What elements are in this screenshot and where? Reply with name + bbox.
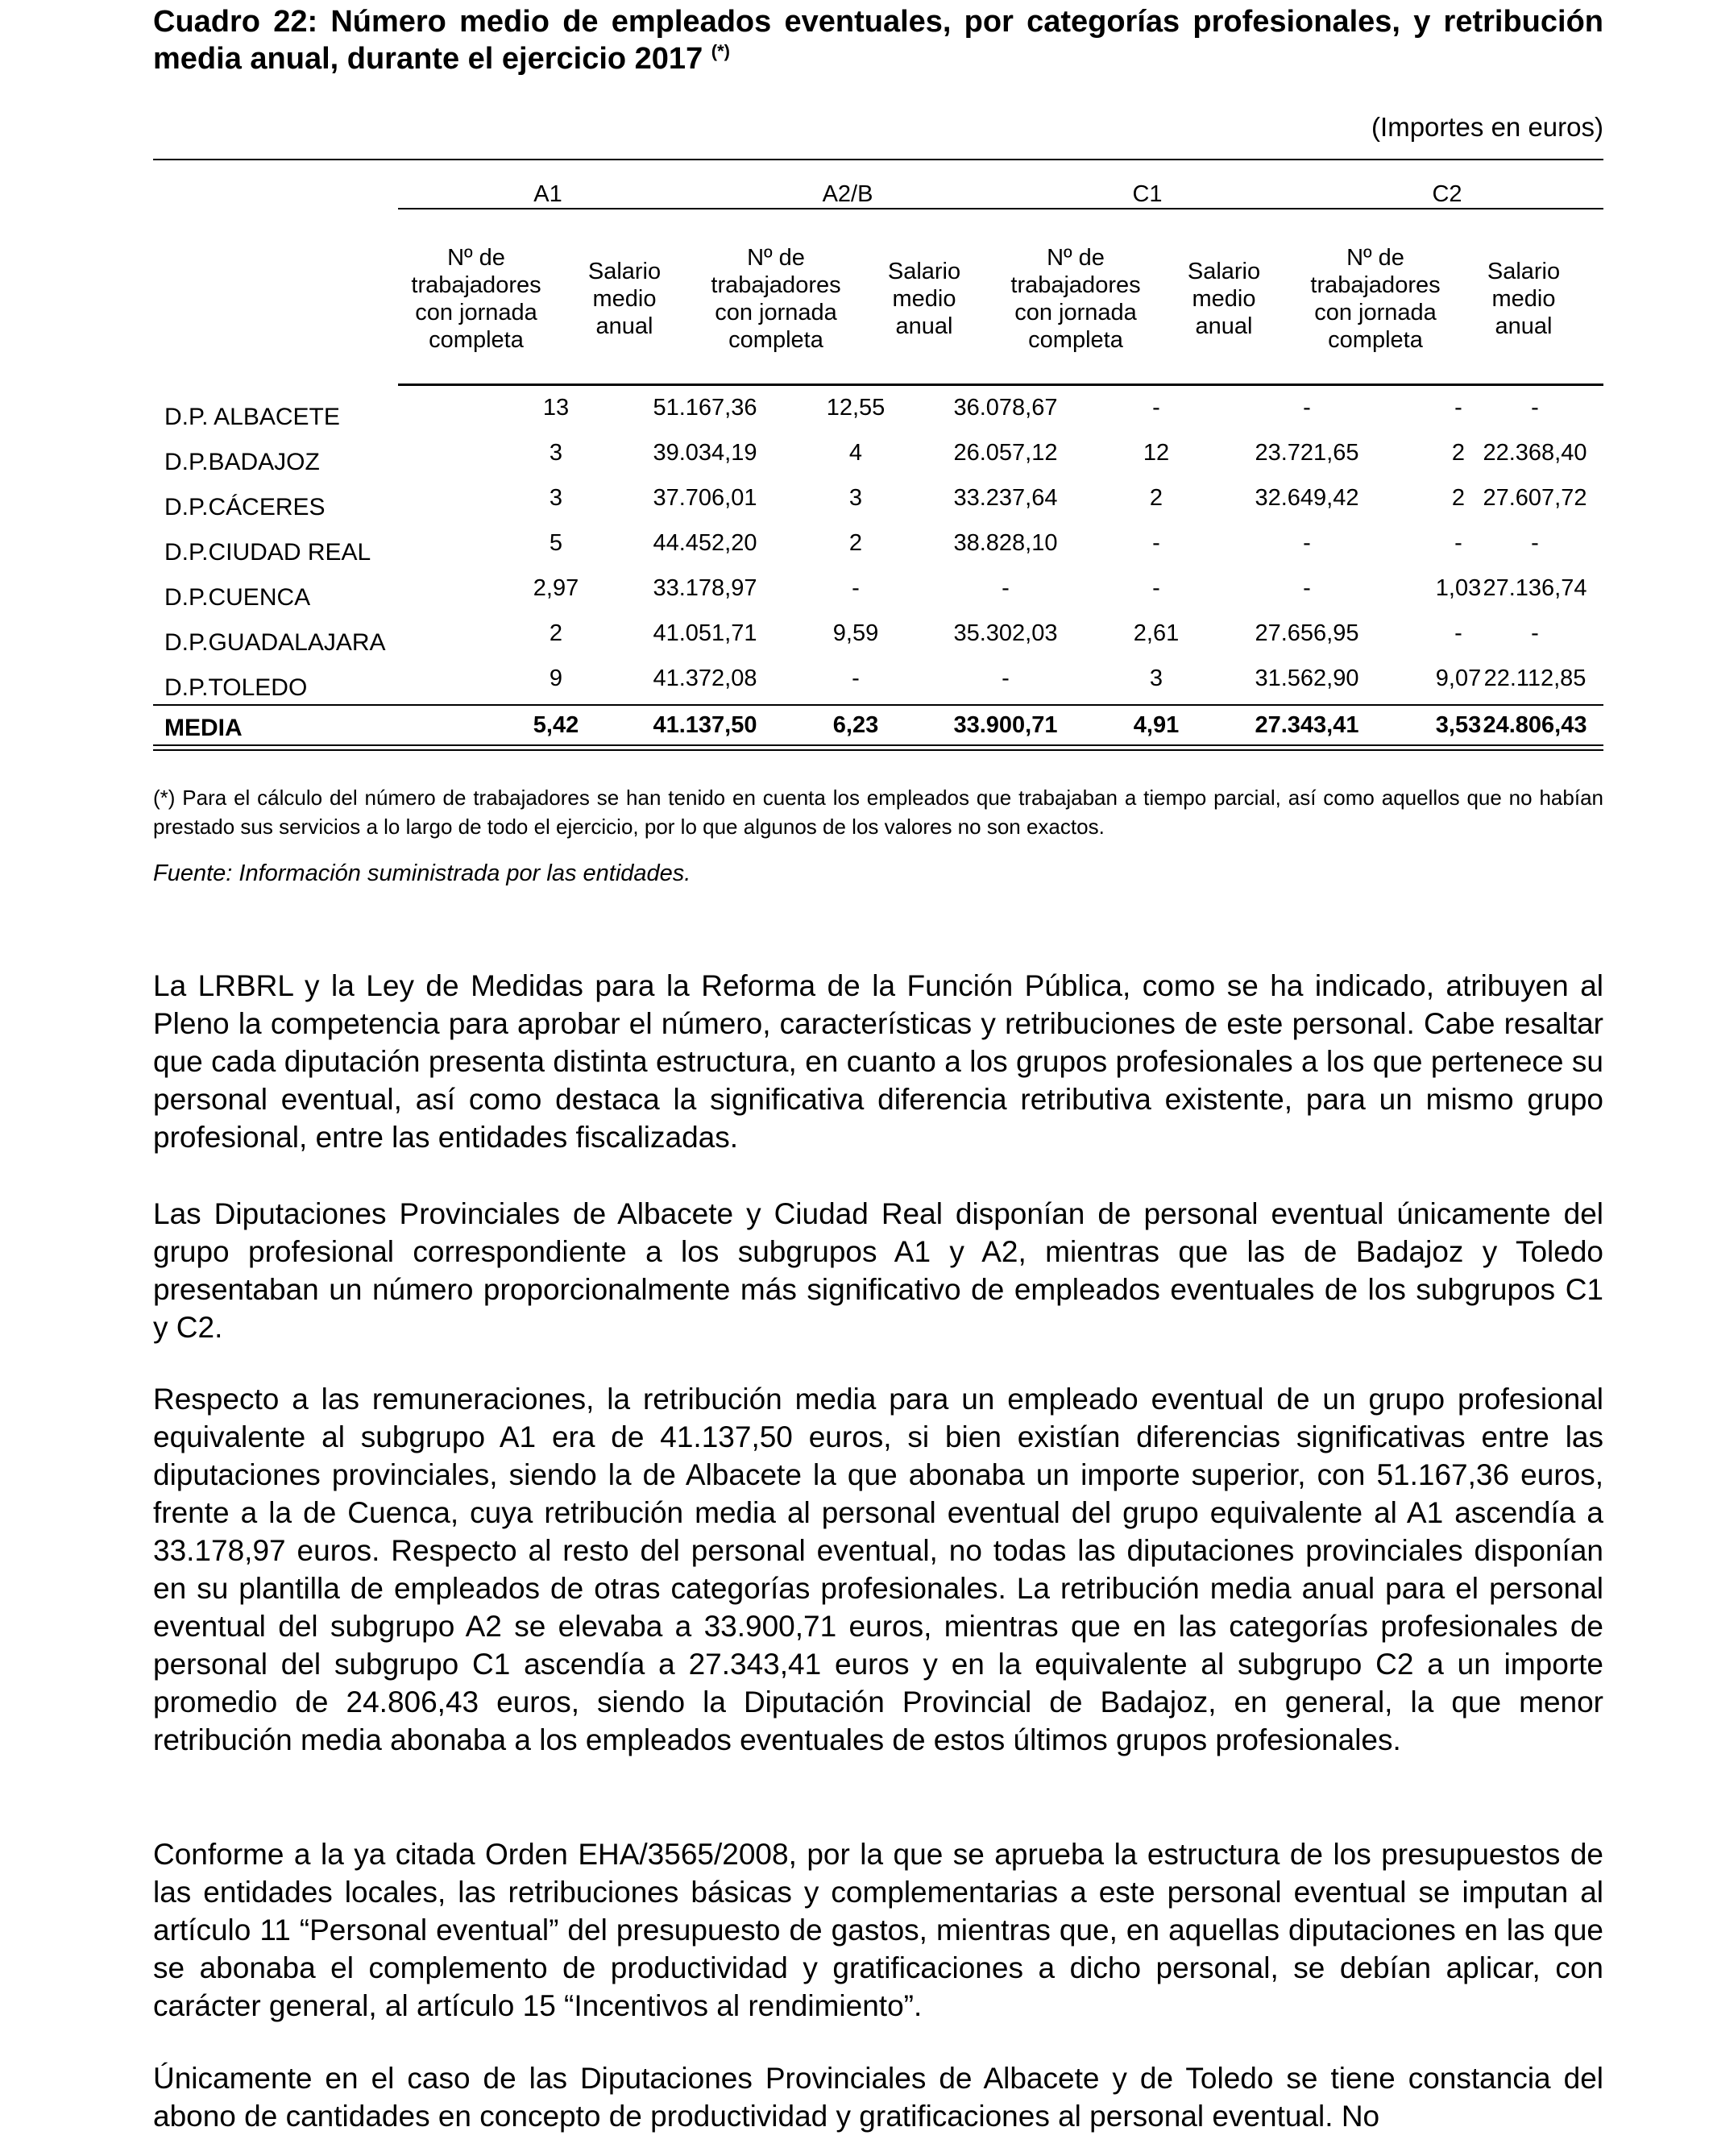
table-row — [153, 438, 1603, 480]
row-label: D.P.GUADALAJARA — [164, 629, 386, 656]
cell: - — [1002, 575, 1010, 601]
col-header-salary-a2b: Salario medio anual — [887, 259, 961, 339]
paragraph-3: Respecto a las remuneraciones, la retribución media para un empleado eventual de un grupo profesional equivalente al subgrupo A1 era de 41.137,50 euros, si bien existían diferencias significativas entre las diputaciones provinciales, siendo la de Albacete la que abonaba un importe superior, con 51.167,36 euros, frente a la de Cuenca, cuya retribución media al personal eventual del grupo equivalente al A1 ascendía a 33.178,97 euros. Respecto al resto del personal eventual, no todas las diputaciones provinciales disponían en su plantilla de empleados de otras categorías profesionales. La retribución media anual para el personal eventual del subgrupo A2 se elevaba a 33.900,71 euros, mientras que en las categorías profesionales de personal del subgrupo C1 ascendía a 27.343,41 euros y en la equivalente al subgrupo C2 a un importe promedio de 24.806,43 euros, siendo la Diputación Provincial de Badajoz, en general, la que menor retribución media abonaba a los empleados eventuales de estos últimos grupos profesionales. — [153, 1383, 1603, 1756]
cell: 38.828,10 — [953, 530, 1058, 556]
group-header-c2: C2 — [1432, 181, 1462, 207]
header-bottom-rule — [398, 384, 1603, 386]
paragraph-4: Conforme a la ya citada Orden EHA/3565/2008, por la que se aprueba la estructura de los presupuestos de las entidades locales, las retribuciones básicas y complementarias a este personal eventual se imputan al artículo 11 “Personal eventual” del presupuesto de gastos, mientras que, en aquellas diputaciones en las que se abonaba el complemento de productividad y gratificaciones a dicho personal, se debían aplicar, con carácter general, al artículo 15 “Incentivos al rendimiento”. — [153, 1838, 1603, 2022]
cell: - — [1454, 620, 1462, 646]
table-title — [153, 3, 1603, 77]
cell: 22.112,85 — [1483, 665, 1586, 691]
cell: 13 — [542, 395, 570, 421]
cell: 4 — [848, 440, 863, 466]
cell: 2 — [848, 530, 863, 556]
media-top-rule — [153, 704, 1603, 706]
table-row — [153, 574, 1603, 616]
table-row — [153, 529, 1603, 570]
cell: - — [1152, 530, 1160, 556]
cell: 33.178,97 — [653, 575, 757, 601]
table-row — [153, 483, 1603, 525]
col-header-salary-c2: Salario medio anual — [1487, 259, 1561, 339]
paragraph-5: Únicamente en el caso de las Diputaciones Provinciales de Albacete y de Toledo se tiene constancia del abono de cantidades en concepto de productividad y gratificaciones al personal eventual. No — [153, 2062, 1603, 2133]
col-header-salary-a1: Salario medio anual — [587, 259, 662, 339]
cell: 31.562,90 — [1255, 665, 1359, 691]
col-header-workers-c2: Nº de trabajadores con jornada completa — [1310, 245, 1441, 353]
cell: 2,61 — [1133, 620, 1180, 646]
cell: 3 — [848, 485, 863, 511]
cell: 5,42 — [533, 712, 579, 738]
cell: - — [1303, 395, 1311, 421]
cell: 41.137,50 — [653, 712, 757, 738]
row-label: MEDIA — [164, 715, 243, 741]
cell: 44.452,20 — [653, 530, 757, 556]
units-note: (Importes en euros) — [1371, 112, 1603, 142]
paragraph-2: Las Diputaciones Provinciales de Albacete y Ciudad Real disponían de personal eventual únicamente del grupo profesional correspondiente a los subgrupos A1 y A2, mientras que las de Badajoz y Toledo presentaban un número proporcionalmente más significativo de empleados eventuales de los subgrupos C1 y C2. — [153, 1197, 1603, 1344]
cell: 22.368,40 — [1483, 440, 1587, 466]
row-label: D.P.BADAJOZ — [164, 449, 320, 475]
cell: 36.078,67 — [953, 395, 1058, 421]
title-footnote-mark: (*) — [711, 41, 730, 61]
cell: 37.706,01 — [653, 485, 757, 511]
cell: 9 — [549, 665, 563, 691]
col-header-salary-c1: Salario medio anual — [1187, 259, 1261, 339]
cell: 35.302,03 — [953, 620, 1058, 646]
cell: - — [1303, 575, 1311, 601]
group-header-c1: C1 — [1132, 181, 1163, 207]
cell: 41.372,08 — [653, 665, 757, 691]
cell: 27.136,74 — [1483, 575, 1587, 601]
cell: 3 — [549, 440, 563, 466]
media-bottom-rule-2 — [153, 749, 1603, 751]
cell: 33.237,64 — [953, 485, 1058, 511]
cell: 2,97 — [533, 575, 579, 601]
cell: - — [1303, 530, 1311, 556]
cell: 5 — [549, 530, 563, 556]
table-top-rule — [153, 159, 1603, 160]
source-note: Fuente: Información suministrada por las entidades. — [153, 860, 691, 886]
media-bottom-rule-1 — [153, 744, 1603, 746]
footnote: (*) Para el cálculo del número de trabajadores se han tenido en cuenta los empleados que trabajaban a tiempo parcial, así como aquellos que no habían prestado sus servicios a lo largo de todo el ejercicio, por lo que algunos de los valores no son exactos. — [153, 786, 1603, 839]
row-label: D.P.CIUDAD REAL — [164, 539, 371, 566]
cell: 51.167,36 — [653, 395, 757, 421]
cell: 9,59 — [832, 620, 879, 646]
cell: 23.721,65 — [1255, 440, 1359, 466]
cell: - — [1152, 395, 1160, 421]
cell: 26.057,12 — [953, 440, 1058, 466]
table-title-text: Cuadro 22: Número medio de empleados eventuales, por categorías profesionales, y retribución media anual, durante el ejercicio 2017 — [153, 5, 1603, 76]
cell: 41.051,71 — [653, 620, 757, 646]
cell: - — [1531, 530, 1539, 556]
cell: - — [852, 575, 860, 601]
cell: 27.607,72 — [1483, 485, 1587, 511]
cell: 27.656,95 — [1255, 620, 1359, 646]
cell: 9,07 — [1435, 665, 1482, 691]
col-header-workers-c1: Nº de trabajadores con jornada completa — [1010, 245, 1141, 353]
table-row — [153, 619, 1603, 661]
cell: - — [1454, 530, 1462, 556]
cell: 12 — [1143, 440, 1170, 466]
cell: - — [1454, 395, 1462, 421]
group-header-rule — [398, 208, 1603, 209]
table-row-media — [153, 711, 1603, 753]
cell: 24.806,43 — [1483, 712, 1587, 738]
row-label: D.P.CUENCA — [164, 584, 311, 611]
cell: - — [1531, 620, 1539, 646]
table-row — [153, 393, 1603, 435]
cell: 27.343,41 — [1255, 712, 1359, 738]
cell: 2 — [1149, 485, 1163, 511]
cell: 39.034,19 — [653, 440, 757, 466]
row-label: D.P. ALBACETE — [164, 404, 340, 430]
group-header-a2b: A2/B — [822, 181, 873, 207]
cell: 12,55 — [826, 395, 886, 421]
cell: - — [852, 665, 860, 691]
row-label: D.P.CÁCERES — [164, 494, 326, 520]
cell: 2 — [1451, 485, 1466, 511]
cell: 33.900,71 — [953, 712, 1058, 738]
cell: 2 — [549, 620, 563, 646]
cell: - — [1531, 395, 1539, 421]
cell: 2 — [1451, 440, 1466, 466]
cell: 1,03 — [1435, 575, 1482, 601]
table-row — [153, 664, 1603, 706]
col-header-workers-a2b: Nº de trabajadores con jornada completa — [711, 245, 841, 353]
group-header-a1: A1 — [533, 181, 562, 207]
cell: 32.649,42 — [1255, 485, 1359, 511]
row-label: D.P.TOLEDO — [164, 674, 308, 701]
cell: - — [1002, 665, 1010, 691]
paragraph-1: La LRBRL y la Ley de Medidas para la Reforma de la Función Pública, como se ha indicado, atribuyen al Pleno la competencia para aprobar el número, características y retribuciones de este personal. Cabe resaltar que cada diputación presenta distinta estructura, en cuanto a los grupos profesionales a los que pertenece su personal eventual, así como destaca la significativa diferencia retributiva existente, para un mismo grupo profesional, entre las entidades fiscalizadas. — [153, 969, 1603, 1154]
cell: 4,91 — [1133, 712, 1180, 738]
cell: 6,23 — [832, 712, 879, 738]
cell: 3,53 — [1435, 712, 1482, 738]
col-header-workers-a1: Nº de trabajadores con jornada completa — [411, 245, 541, 353]
cell: 3 — [1149, 665, 1163, 691]
cell: - — [1152, 575, 1160, 601]
cell: 3 — [549, 485, 563, 511]
